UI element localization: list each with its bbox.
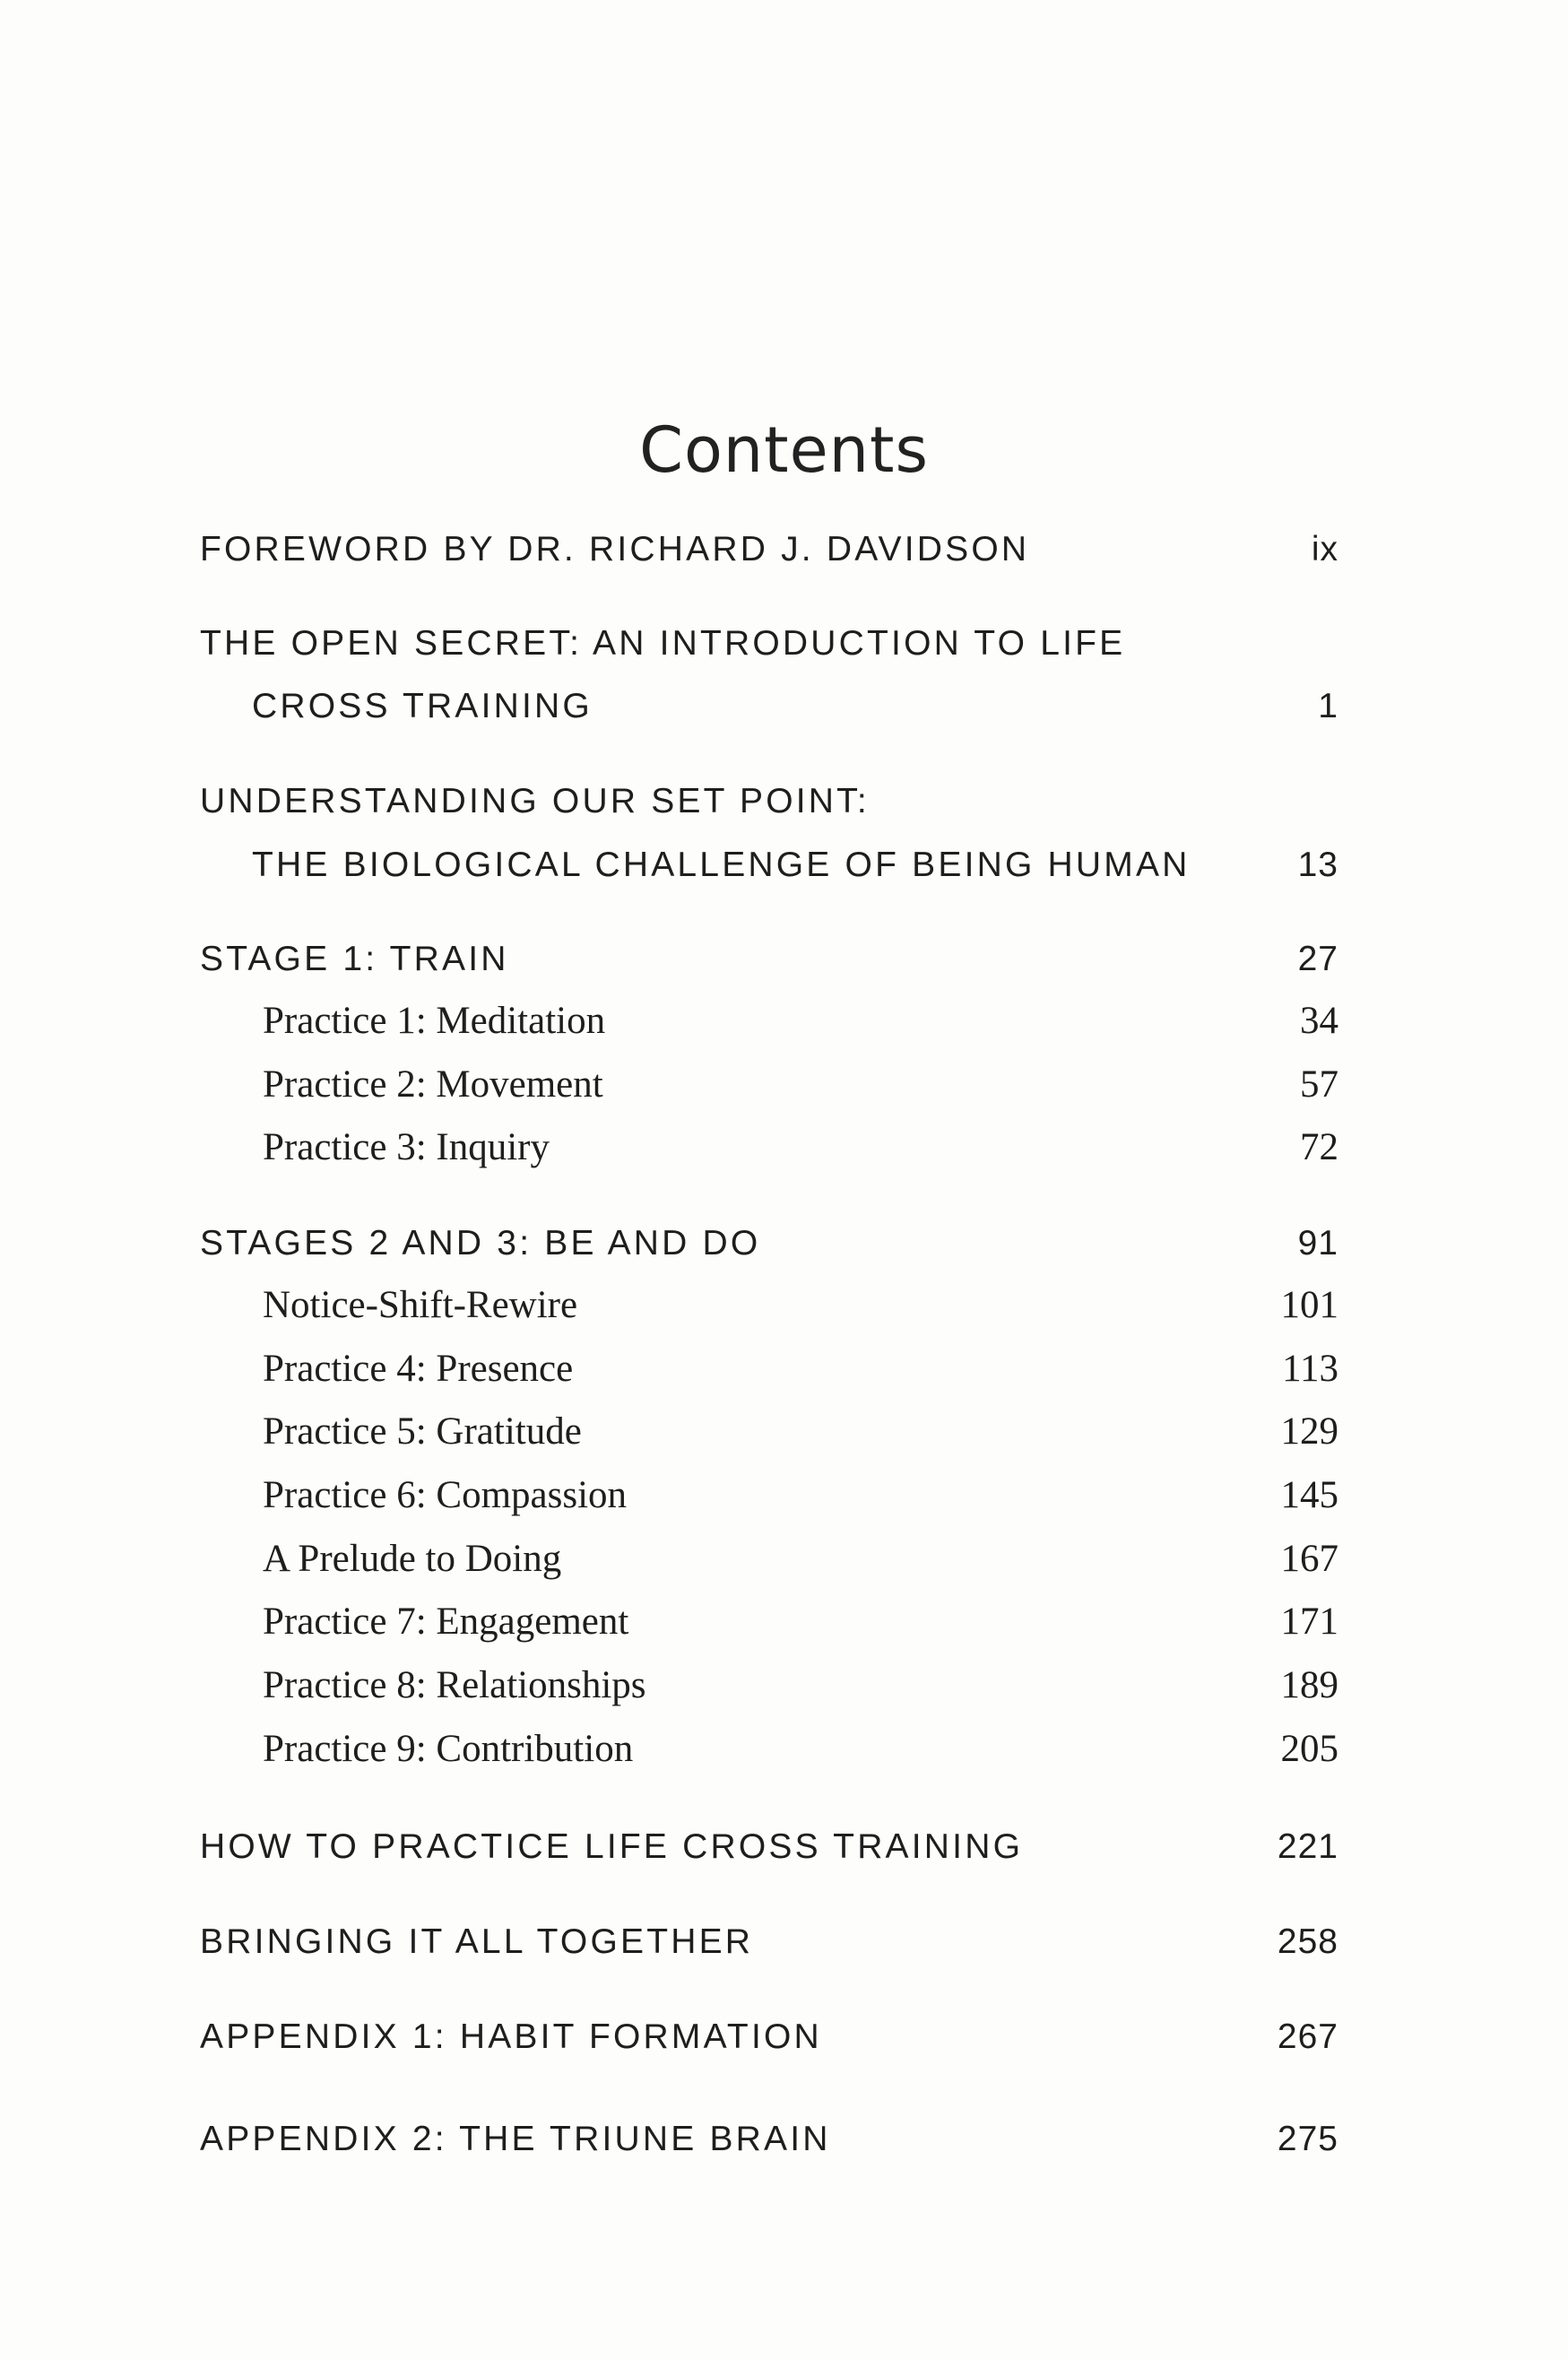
toc-entry-foreword[interactable] — [200, 513, 1338, 567]
toc-subentry-label: Practice 3: Inquiry — [263, 1126, 550, 1168]
toc-page-number: 258 — [1277, 1922, 1338, 1961]
toc-entry-appendix-1[interactable] — [200, 2000, 1338, 2054]
toc-entry-how-to-practice[interactable] — [200, 1810, 1338, 1864]
toc-entry-label: BRINGING IT ALL TOGETHER — [200, 1922, 754, 1961]
toc-subentry[interactable] — [200, 986, 1338, 1040]
toc-subentry[interactable] — [200, 1714, 1338, 1768]
toc-subentry[interactable] — [200, 1397, 1338, 1451]
toc-entry-label: HOW TO PRACTICE LIFE CROSS TRAINING — [200, 1827, 1024, 1866]
toc-entry-label: FOREWORD BY DR. RICHARD J. DAVIDSON — [200, 530, 1030, 568]
toc-subentry[interactable] — [200, 1334, 1338, 1388]
toc-entry-label: STAGES 2 AND 3: BE AND DO — [200, 1224, 761, 1262]
toc-entry-open-secret-line1[interactable] — [200, 607, 1338, 661]
toc-entry-set-point-line1[interactable] — [200, 765, 1338, 819]
toc-subentry-label: Practice 8: Relationships — [263, 1664, 646, 1706]
toc-subentry-label: Notice-Shift-Rewire — [263, 1284, 578, 1326]
toc-page-number: 129 — [1280, 1410, 1338, 1453]
toc-page-number: 34 — [1300, 1000, 1338, 1042]
toc-page-number: 221 — [1277, 1827, 1338, 1866]
toc-page-number: 145 — [1280, 1474, 1338, 1516]
toc-page-number: 57 — [1300, 1063, 1338, 1106]
toc-page-number: 101 — [1280, 1284, 1338, 1326]
toc-entry-label: THE OPEN SECRET: AN INTRODUCTION TO LIFE — [200, 624, 1126, 663]
toc-page-number: 275 — [1277, 2120, 1338, 2158]
toc-entry-label: STAGE 1: TRAIN — [200, 940, 509, 978]
toc-subentry[interactable] — [200, 1050, 1338, 1104]
toc-page-number: 205 — [1280, 1728, 1338, 1770]
toc-entry-appendix-2[interactable] — [200, 2103, 1338, 2156]
toc-subentry-label: Practice 9: Contribution — [263, 1728, 634, 1770]
toc-subentry-label: Practice 7: Engagement — [263, 1601, 629, 1643]
toc-page-number: 1 — [1318, 687, 1338, 725]
toc-entry-open-secret-line2[interactable] — [200, 670, 1338, 724]
page-title: Contents — [639, 412, 929, 487]
toc-page-number: 13 — [1297, 846, 1338, 884]
toc-subentry[interactable] — [200, 1524, 1338, 1578]
toc-page-number: 189 — [1280, 1664, 1338, 1706]
toc-entry-label: UNDERSTANDING OUR SET POINT: — [200, 782, 870, 820]
toc-entry-stages-2-3[interactable] — [200, 1207, 1338, 1261]
toc-subentry[interactable] — [200, 1461, 1338, 1514]
toc-subentry[interactable] — [200, 1271, 1338, 1324]
toc-entry-set-point-line2[interactable] — [200, 829, 1338, 882]
toc-page-number: 267 — [1277, 2017, 1338, 2056]
toc-entry-label: APPENDIX 1: HABIT FORMATION — [200, 2017, 822, 2056]
toc-subentry-label: Practice 6: Compassion — [263, 1474, 628, 1516]
toc-subentry[interactable] — [200, 1651, 1338, 1705]
toc-subentry[interactable] — [200, 1113, 1338, 1167]
toc-page-number: ix — [1311, 530, 1338, 568]
toc-entry-label-continued: THE BIOLOGICAL CHALLENGE OF BEING HUMAN — [252, 846, 1191, 884]
toc-subentry-label: Practice 2: Movement — [263, 1063, 603, 1106]
toc-page-number: 167 — [1280, 1538, 1338, 1580]
toc-subentry-label: Practice 1: Meditation — [263, 1000, 606, 1042]
toc-subentry[interactable] — [200, 1587, 1338, 1641]
toc-page-number: 91 — [1297, 1224, 1338, 1262]
toc-entry-label-continued: CROSS TRAINING — [252, 687, 593, 725]
toc-subentry-label: Practice 5: Gratitude — [263, 1410, 582, 1453]
toc-page-number: 72 — [1300, 1126, 1338, 1168]
toc-entry-label: APPENDIX 2: THE TRIUNE BRAIN — [200, 2120, 831, 2158]
toc-page-number: 113 — [1282, 1348, 1338, 1390]
toc-subentry-label: A Prelude to Doing — [263, 1538, 562, 1580]
toc-page-number: 171 — [1280, 1601, 1338, 1643]
toc-entry-bringing-it-together[interactable] — [200, 1905, 1338, 1959]
toc-entry-stage-1[interactable] — [200, 923, 1338, 976]
toc-subentry-label: Practice 4: Presence — [263, 1348, 574, 1390]
toc-page-number: 27 — [1297, 940, 1338, 978]
